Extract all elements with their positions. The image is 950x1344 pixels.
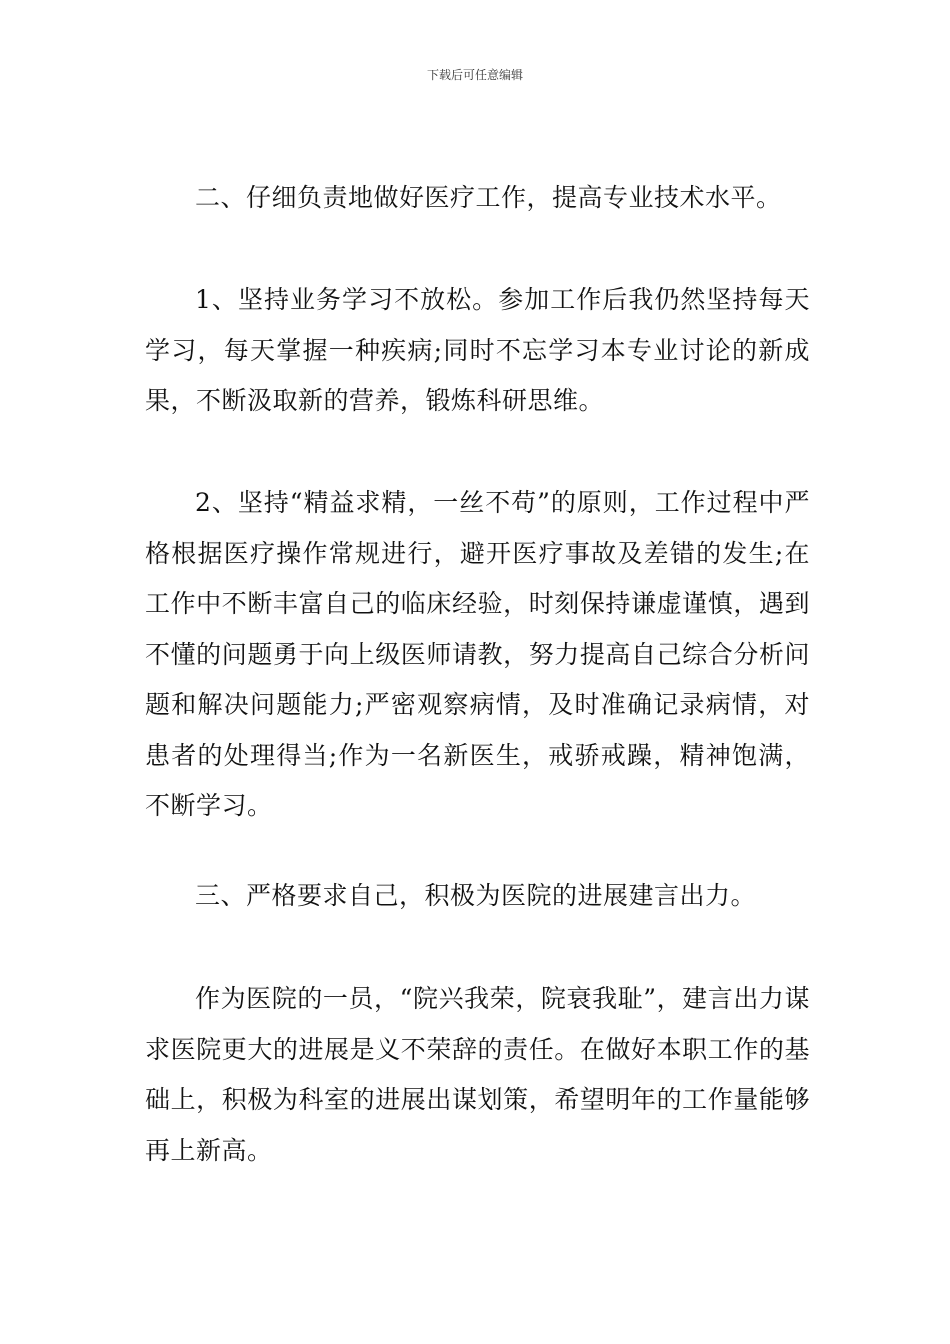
paragraph-item-1: 1、坚持业务学习不放松。参加工作后我仍然坚持每天学习，每天掌握一种疾病;同时不忘学习本专业讨论的新成果，不断汲取新的营养，锻炼科研思维。 bbox=[145, 285, 810, 415]
section-heading-3: 三、严格要求自己，积极为医院的进展建言出力。 bbox=[195, 881, 757, 910]
paragraph-item-2: 2、坚持“精益求精，一丝不苟”的原则，工作过程中严格根据医疗操作常规进行，避开医疗事故及差错的发生;在工作中不断丰富自己的临床经验，时刻保持谦虚谨慎，遇到不懂的问题勇于向上级医师请教，努力提高自己综合分析问题和解决问题能力;严密观察病情，及时准确记录病情，对患者的处理得当;作为一名新医生，戒骄戒躁，精神饱满，不断学习。 bbox=[145, 488, 810, 820]
page-header-note: 下载后可任意编辑 bbox=[426, 68, 523, 82]
section-heading-2: 二、仔细负责地做好医疗工作，提高专业技术水平。 bbox=[195, 183, 782, 212]
paragraph-section-3-body: 作为医院的一员，“院兴我荣，院衰我耻”，建言出力谋求医院更大的进展是义不荣辞的责任。在做好本职工作的基础上，积极为科室的进展出谋划策，希望明年的工作量能够再上新高。 bbox=[145, 984, 810, 1165]
